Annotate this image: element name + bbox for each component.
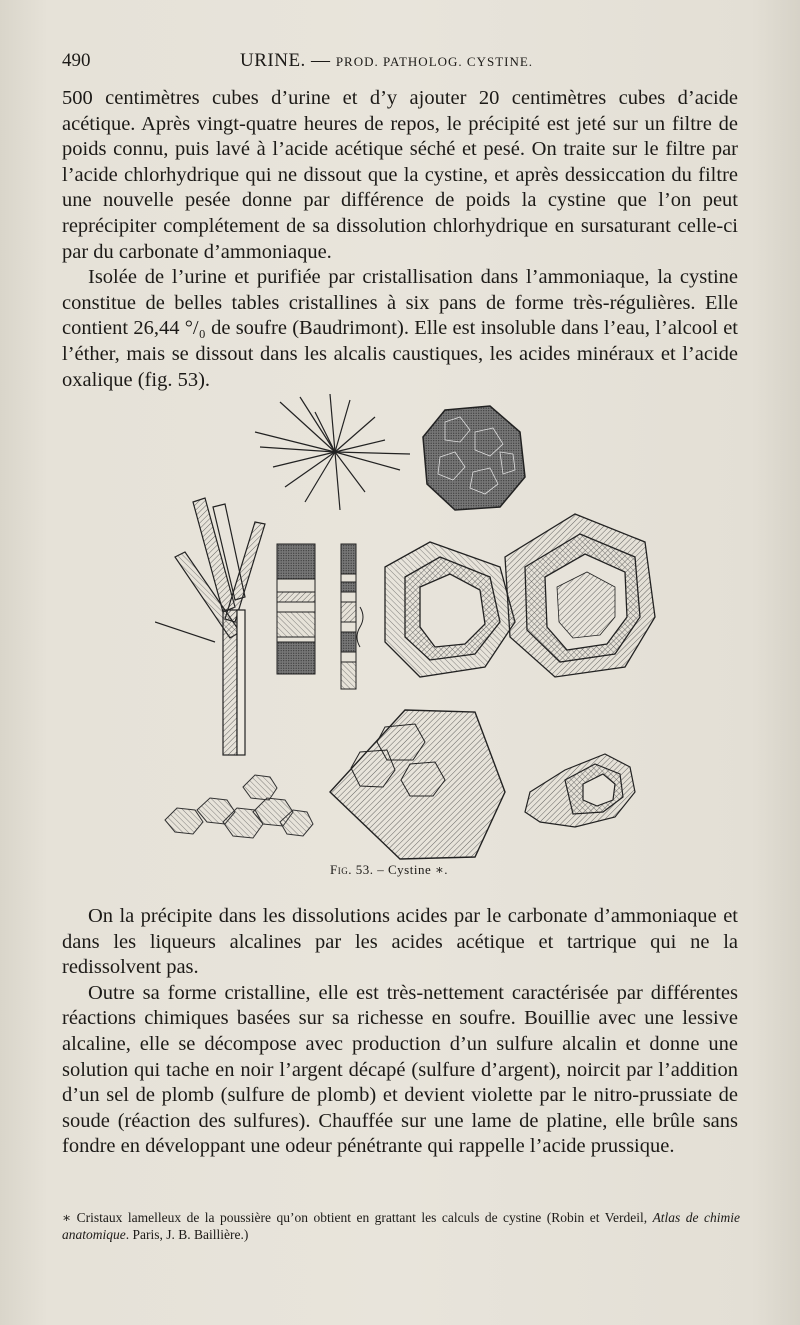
running-title-sub: PROD. PATHOLOG. CYSTINE. [335, 54, 534, 69]
hexagon-plates [385, 514, 655, 677]
figure-cystine-crystals [155, 392, 675, 877]
figure-caption [330, 862, 448, 878]
footnote [62, 1209, 740, 1243]
running-title [240, 50, 533, 72]
rosette-cluster [423, 406, 525, 510]
striped-bars [277, 544, 363, 689]
footnote-book-title: Atlas de chimie anatomique [62, 1210, 740, 1242]
footnote-tail: . Paris, J. B. Baillière.) [125, 1227, 249, 1242]
figure-caption-text: – Cystine ∗. [373, 862, 449, 877]
figure-caption-label: Fig. 53. [330, 862, 374, 877]
stepped-crystal [525, 754, 635, 827]
running-header [60, 50, 740, 78]
crystal-engraving [155, 392, 675, 877]
hexagon-large [330, 710, 505, 859]
long-prisms [155, 498, 265, 755]
running-title-main: URINE. — [240, 50, 336, 71]
small-hexagon-group [165, 775, 313, 838]
needle-cluster [255, 394, 410, 510]
paragraph: Isolée de l’urine et purifiée par cristallisation dans l’ammoniaque, la cystine constitue de belles tables cristallines à six pans de forme très-régulières. Elle contient 26,44 °/₀ de soufre (Baudrimont). Elle est insoluble dans l’eau, l’alcool et l’éther, mais se dissout dans les alcalis caustiques, les acides minéraux et l’acide oxalique (fig. 53). [62, 266, 738, 391]
paragraph: 500 centimètres cubes d’urine et d’y ajouter 20 centimètres cubes d’acide acétique. Après vingt-quatre heures de repos, le précipité est jeté sur un filtre de poids connu, puis lavé à l’acide acétique séché et pesé. On traite sur le filtre par l’acide chlorhydrique qui ne dissout que la cystine, et après dessiccation du filtre une nouvelle pesée donne par différence de poids la cystine que l’on peut reprécipiter complétement de sa dissolution chlorhydrique en sursaturant celle-ci par du carbonate d’ammoniaque. [62, 87, 738, 263]
body-text-bottom [62, 904, 738, 1160]
paragraph: On la précipite dans les dissolutions acides par le carbonate d’ammoniaque et dans les liqueurs alcalines par les acides acétique et tartrique qui ne la redissolvent pas. [62, 905, 738, 979]
footnote-text: ∗ Cristaux lamelleux de la poussière qu’on obtient en grattant les calculs de cystine (Robin et Verdeil, [62, 1210, 653, 1225]
page-number: 490 [62, 50, 91, 71]
paragraph: Outre sa forme cristalline, elle est très-nettement caractérisée par différentes réactions chimiques basées sur sa richesse en soufre. Bouillie avec une lessive alcaline, elle se décompose avec production d’un sulfure alcalin et donne une solution qui tache en noir l’argent décapé (sulfure d’argent), noircit par l’addition d’un sel de plomb (sulfure de plomb) et devient violette par le nitro-prussiate de soude (réaction des sulfures). Chauffée sur une lame de platine, elle brûle sans fondre en développant une odeur pénétrante qui rappelle l’acide prussique. [62, 981, 738, 1158]
body-text-top [62, 86, 738, 393]
